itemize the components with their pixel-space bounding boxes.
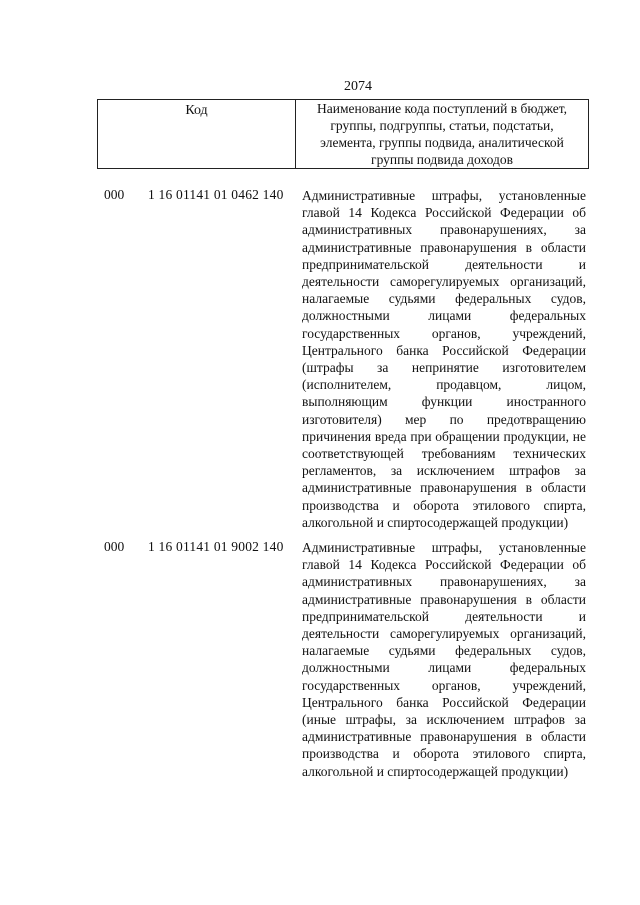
revenue-code: 1 16 01141 01 9002 140 (148, 539, 284, 554)
revenue-code: 1 16 01141 01 0462 140 (148, 187, 284, 202)
header-code-column: Код (98, 100, 296, 168)
revenue-description: Административные штрафы, установленные главой 14 Кодекса Российской Федерации об административных правонарушениях, за административные правонарушения в области предпринимательской деятельности и деятельности саморегулируемых организаций, налагаемые судьями федеральных судов, должностными лицами федеральных государственных органов, учреждений, Центрального банка Российской Федерации (иные штрафы, за исключением штрафов за административные правонарушения в области производства и оборота этилового спирта, алкогольной и спиртосодержащей продукции) (302, 540, 586, 779)
admin-code: 000 (104, 539, 125, 554)
admin-code: 000 (104, 187, 125, 202)
table-header (97, 99, 589, 169)
revenue-description: Административные штрафы, установленные главой 14 Кодекса Российской Федерации об административных правонарушениях, за административные правонарушения в области предпринимательской деятельности и деятельности саморегулируемых организаций, налагаемые судьями федеральных судов, должностными лицами федеральных государственных органов, учреждений, Центрального банка Российской Федерации (штрафы за непринятие изготовителем (исполнителем, продавцом, лицом, выполняющим функции иностранного изготовителя) мер по предотвращению причинения вреда при обращении продукции, не соответствующей требованиям технических регламентов, за исключением штрафов за административные правонарушения в области производства и оборота этилового спирта, алкогольной и спиртосодержащей продукции) (302, 188, 586, 530)
page-number: 2074 (344, 79, 372, 94)
header-name-column: Наименование кода поступлений в бюджет, группы, подгруппы, статьи, подстатьи, элемента, группы подвида, аналитической группы подвида доходов (316, 101, 567, 167)
